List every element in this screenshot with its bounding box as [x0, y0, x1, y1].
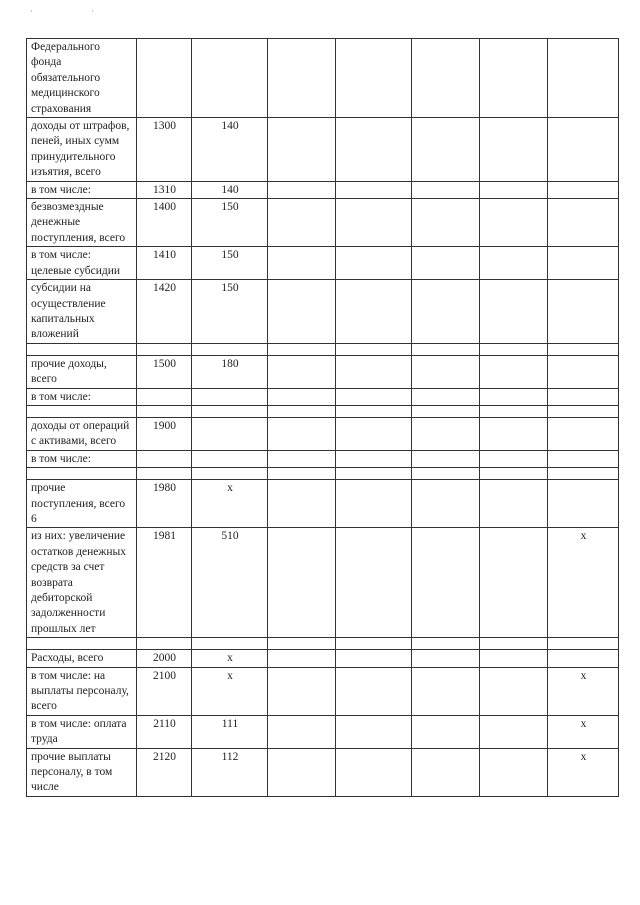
empty-cell: [268, 405, 336, 417]
row-code-cell: 2110: [137, 715, 192, 748]
amount-cell: [336, 199, 412, 247]
row-code-cell: 1900: [137, 417, 192, 450]
row-name-cell: прочие поступления, всего 6: [27, 480, 137, 528]
table-row: [27, 748, 619, 796]
row-code-cell: 1980: [137, 480, 192, 528]
row-kosgu-cell: 140: [192, 118, 268, 182]
row-name-cell: безвозмездные денежные поступления, всего: [27, 199, 137, 247]
amount-cell: [412, 280, 480, 344]
amount-cell-last: [548, 388, 619, 405]
amount-cell: [480, 748, 548, 796]
amount-cell-last: [548, 650, 619, 667]
table-row: [27, 247, 619, 280]
row-kosgu-cell: [192, 417, 268, 450]
amount-cell: [336, 355, 412, 388]
empty-cell: [480, 343, 548, 355]
empty-cell: [548, 405, 619, 417]
amount-cell: [480, 199, 548, 247]
table-row: [27, 118, 619, 182]
amount-cell: [268, 528, 336, 638]
empty-cell: [412, 343, 480, 355]
amount-cell: [480, 280, 548, 344]
amount-cell: [412, 39, 480, 118]
row-name-cell: в том числе:: [27, 181, 137, 198]
amount-cell: [480, 417, 548, 450]
table-row: [27, 450, 619, 467]
amount-cell-last: [548, 450, 619, 467]
amount-cell: [412, 355, 480, 388]
empty-cell: [412, 468, 480, 480]
row-name-cell: из них: увеличение остатков денежных средств за счет возврата дебиторской задолженности прошлых лет: [27, 528, 137, 638]
row-name-cell: субсидии на осуществление капитальных вложений: [27, 280, 137, 344]
row-name-cell: доходы от штрафов, пеней, иных сумм принудительного изъятия, всего: [27, 118, 137, 182]
amount-cell: [268, 199, 336, 247]
amount-cell: [268, 480, 336, 528]
amount-cell: [480, 667, 548, 715]
empty-cell: [268, 343, 336, 355]
row-code-cell: [137, 388, 192, 405]
table-row: [27, 650, 619, 667]
amount-cell: [480, 388, 548, 405]
row-code-cell: 1500: [137, 355, 192, 388]
amount-cell-last: [548, 39, 619, 118]
amount-cell: [268, 748, 336, 796]
empty-cell: [548, 343, 619, 355]
row-kosgu-cell: 150: [192, 280, 268, 344]
empty-cell: [137, 405, 192, 417]
amount-cell-last: [548, 480, 619, 528]
row-code-cell: 1981: [137, 528, 192, 638]
amount-cell-last: [548, 280, 619, 344]
amount-cell: [268, 417, 336, 450]
row-kosgu-cell: 140: [192, 181, 268, 198]
empty-cell: [137, 343, 192, 355]
empty-cell: [480, 638, 548, 650]
amount-cell: [480, 480, 548, 528]
amount-cell: [336, 480, 412, 528]
amount-cell: [412, 199, 480, 247]
amount-cell: [336, 280, 412, 344]
amount-cell: [268, 39, 336, 118]
row-name-cell: в том числе:: [27, 450, 137, 467]
row-kosgu-cell: x: [192, 480, 268, 528]
amount-cell: [268, 181, 336, 198]
table-row: [27, 355, 619, 388]
empty-cell: [192, 638, 268, 650]
amount-cell-last: x: [548, 528, 619, 638]
amount-cell: [412, 715, 480, 748]
amount-cell: [480, 118, 548, 182]
empty-cell: [192, 343, 268, 355]
empty-cell: [27, 343, 137, 355]
amount-cell-last: [548, 247, 619, 280]
amount-cell: [412, 417, 480, 450]
row-name-cell: в том числе: оплата труда: [27, 715, 137, 748]
amount-cell-last: [548, 181, 619, 198]
empty-cell: [548, 638, 619, 650]
amount-cell: [336, 388, 412, 405]
amount-cell: [412, 388, 480, 405]
amount-cell-last: x: [548, 667, 619, 715]
empty-cell: [268, 468, 336, 480]
empty-cell: [192, 405, 268, 417]
table-row: [27, 667, 619, 715]
row-code-cell: 1310: [137, 181, 192, 198]
amount-cell: [412, 748, 480, 796]
spacer-row: [27, 343, 619, 355]
amount-cell: [480, 528, 548, 638]
amount-cell: [268, 667, 336, 715]
amount-cell: [268, 450, 336, 467]
amount-cell: [336, 181, 412, 198]
amount-cell: [480, 247, 548, 280]
row-kosgu-cell: 510: [192, 528, 268, 638]
amount-cell-last: x: [548, 748, 619, 796]
row-kosgu-cell: 150: [192, 247, 268, 280]
row-name-cell: Расходы, всего: [27, 650, 137, 667]
amount-cell: [336, 118, 412, 182]
amount-cell: [336, 667, 412, 715]
empty-cell: [268, 638, 336, 650]
empty-cell: [336, 343, 412, 355]
table-row: [27, 480, 619, 528]
amount-cell: [480, 181, 548, 198]
row-kosgu-cell: 180: [192, 355, 268, 388]
row-code-cell: 1410: [137, 247, 192, 280]
row-name-cell: в том числе: на выплаты персоналу, всего: [27, 667, 137, 715]
table-row: [27, 388, 619, 405]
row-kosgu-cell: [192, 39, 268, 118]
empty-cell: [412, 405, 480, 417]
amount-cell: [268, 247, 336, 280]
empty-cell: [412, 638, 480, 650]
amount-cell: [268, 650, 336, 667]
amount-cell: [268, 280, 336, 344]
amount-cell: [268, 118, 336, 182]
row-name-cell: в том числе: целевые субсидии: [27, 247, 137, 280]
budget-table-body: [27, 39, 619, 797]
row-code-cell: [137, 39, 192, 118]
amount-cell-last: x: [548, 715, 619, 748]
empty-cell: [480, 405, 548, 417]
table-row: [27, 280, 619, 344]
amount-cell: [480, 355, 548, 388]
amount-cell: [412, 528, 480, 638]
amount-cell: [412, 181, 480, 198]
empty-cell: [192, 468, 268, 480]
amount-cell: [412, 650, 480, 667]
amount-cell: [268, 388, 336, 405]
row-kosgu-cell: 150: [192, 199, 268, 247]
amount-cell: [412, 450, 480, 467]
spacer-row: [27, 638, 619, 650]
empty-cell: [137, 638, 192, 650]
amount-cell-last: [548, 417, 619, 450]
table-row: [27, 528, 619, 638]
amount-cell-last: [548, 199, 619, 247]
row-kosgu-cell: 111: [192, 715, 268, 748]
spacer-row: [27, 405, 619, 417]
scan-specks: · ·: [30, 6, 123, 16]
row-kosgu-cell: [192, 388, 268, 405]
row-code-cell: 2120: [137, 748, 192, 796]
amount-cell: [336, 650, 412, 667]
empty-cell: [27, 405, 137, 417]
amount-cell: [480, 715, 548, 748]
table-row: [27, 199, 619, 247]
empty-cell: [336, 405, 412, 417]
row-code-cell: 2000: [137, 650, 192, 667]
amount-cell: [336, 528, 412, 638]
row-name-cell: прочие доходы, всего: [27, 355, 137, 388]
row-name-cell: Федерального фонда обязательного медицинского страхования: [27, 39, 137, 118]
row-kosgu-cell: x: [192, 667, 268, 715]
amount-cell: [412, 667, 480, 715]
row-name-cell: доходы от операций с активами, всего: [27, 417, 137, 450]
budget-table: [26, 38, 619, 797]
amount-cell: [480, 450, 548, 467]
empty-cell: [27, 468, 137, 480]
table-row: [27, 39, 619, 118]
amount-cell: [268, 355, 336, 388]
amount-cell: [336, 715, 412, 748]
empty-cell: [336, 638, 412, 650]
table-row: [27, 715, 619, 748]
amount-cell: [480, 650, 548, 667]
empty-cell: [336, 468, 412, 480]
amount-cell: [336, 247, 412, 280]
row-code-cell: [137, 450, 192, 467]
amount-cell: [336, 748, 412, 796]
row-code-cell: 1400: [137, 199, 192, 247]
amount-cell: [336, 39, 412, 118]
amount-cell: [336, 417, 412, 450]
row-kosgu-cell: [192, 450, 268, 467]
amount-cell: [480, 39, 548, 118]
amount-cell: [412, 247, 480, 280]
empty-cell: [480, 468, 548, 480]
amount-cell-last: [548, 355, 619, 388]
empty-cell: [137, 468, 192, 480]
row-code-cell: 2100: [137, 667, 192, 715]
table-row: [27, 181, 619, 198]
empty-cell: [27, 638, 137, 650]
amount-cell: [268, 715, 336, 748]
row-code-cell: 1300: [137, 118, 192, 182]
amount-cell: [412, 480, 480, 528]
row-name-cell: прочие выплаты персоналу, в том числе: [27, 748, 137, 796]
row-name-cell: в том числе:: [27, 388, 137, 405]
row-kosgu-cell: 112: [192, 748, 268, 796]
spacer-row: [27, 468, 619, 480]
amount-cell: [412, 118, 480, 182]
amount-cell-last: [548, 118, 619, 182]
empty-cell: [548, 468, 619, 480]
amount-cell: [336, 450, 412, 467]
row-kosgu-cell: x: [192, 650, 268, 667]
table-row: [27, 417, 619, 450]
row-code-cell: 1420: [137, 280, 192, 344]
